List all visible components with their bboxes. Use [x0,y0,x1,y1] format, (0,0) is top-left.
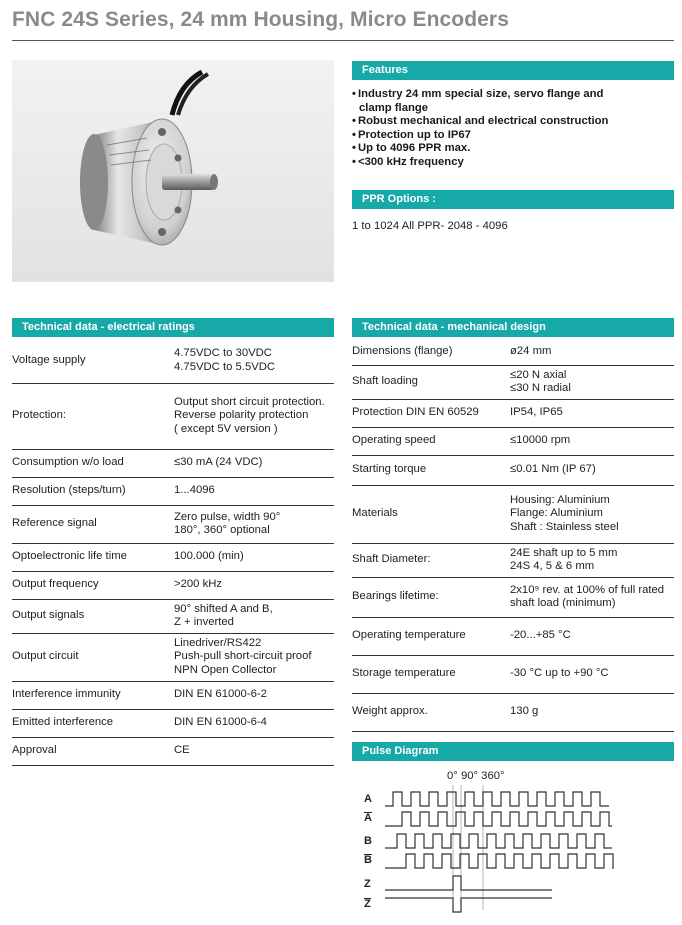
waveform-b [385,834,612,848]
spec-row [352,485,674,543]
spec-value: CE [174,737,334,765]
spec-label: Optoelectronic life time [12,543,174,571]
spec-row [352,617,674,655]
spec-value: -30 °C up to +90 °C [510,655,674,693]
encoder-illustration [12,60,334,282]
spec-value: 4.75VDC to 30VDC 4.75VDC to 5.5VDC [174,339,334,383]
spec-label: Approval [12,737,174,765]
spec-label: Starting torque [352,455,510,485]
spec-value: -20...+85 °C [510,617,674,655]
signal-label-a-inverted: A [364,812,372,824]
spec-row [352,399,674,427]
spec-value: IP54, IP65 [510,399,674,427]
ppr-heading: PPR Options : [352,190,674,209]
title-rule [12,40,674,41]
spec-label: Operating temperature [352,617,510,655]
spec-value: ≤0.01 Nm (IP 67) [510,455,674,485]
signal-label-z: Z [364,878,371,890]
spec-label: Shaft loading [352,365,510,399]
spec-value: ≤20 N axial ≤30 N radial [510,365,674,399]
spec-label: Voltage supply [12,339,174,383]
features-heading: Features [352,61,674,80]
spec-value: DIN EN 61000-6-4 [174,709,334,737]
mechanical-design-table [352,339,674,732]
signal-label-a: A [364,793,372,805]
spec-row [352,427,674,455]
spec-value: Linedriver/RS422 Push-pull short-circuit proof NPN Open Collector [174,633,334,681]
electrical-heading: Technical data - electrical ratings [12,318,334,337]
spec-value: 1...4096 [174,477,334,505]
spec-row [12,339,334,383]
product-photo [12,60,334,282]
spec-value: DIN EN 61000-6-2 [174,681,334,709]
spec-value: ≤30 mA (24 VDC) [174,449,334,477]
spec-row [12,633,334,681]
spec-label: Operating speed [352,427,510,455]
electrical-ratings-table [12,339,334,766]
spec-row [12,477,334,505]
feature-item: • <300 kHz frequency [352,156,622,170]
spec-label: Emitted interference [12,709,174,737]
waveform-z [385,876,552,890]
spec-value: 100.000 (min) [174,543,334,571]
spec-row [352,455,674,485]
ppr-options-text: 1 to 1024 All PPR- 2048 - 4096 [352,220,508,232]
waveform-a-inverted [385,812,612,826]
spec-row [352,577,674,617]
pulse-diagram-heading: Pulse Diagram [352,742,674,761]
spec-row [12,599,334,633]
spec-row [12,681,334,709]
spec-label: Resolution (steps/turn) [12,477,174,505]
spec-label: Materials [352,485,510,543]
mechanical-heading: Technical data - mechanical design [352,318,674,337]
spec-label: Storage temperature [352,655,510,693]
spec-row [352,693,674,731]
signal-label-b: B [364,835,372,847]
page-title: FNC 24S Series, 24 mm Housing, Micro Encoders [12,8,509,31]
spec-row [12,383,334,449]
signal-label-b-inverted: B [364,854,372,866]
spec-row [352,339,674,365]
spec-label: Interference immunity [12,681,174,709]
spec-row [12,737,334,765]
spec-label: Output signals [12,599,174,633]
spec-label: Output circuit [12,633,174,681]
spec-label: Output frequency [12,571,174,599]
spec-value: >200 kHz [174,571,334,599]
spec-value: Housing: Aluminium Flange: Aluminium Shaft : Stainless steel [510,485,674,543]
spec-label: Reference signal [12,505,174,543]
feature-item: • Industry 24 mm special size, servo flange and clamp flange [352,88,622,115]
spec-label: Shaft Diameter: [352,543,510,577]
spec-row [352,655,674,693]
pulse-degree-labels: 0° 90° 360° [447,770,505,782]
spec-label: Weight approx. [352,693,510,731]
spec-row [352,365,674,399]
spec-row [12,709,334,737]
spec-label: Consumption w/o load [12,449,174,477]
spec-row [12,505,334,543]
feature-item: • Robust mechanical and electrical construction [352,115,622,129]
spec-value: 130 g [510,693,674,731]
spec-label: Bearings lifetime: [352,577,510,617]
spec-row [12,571,334,599]
feature-item: • Up to 4096 PPR max. [352,142,622,156]
waveform-a [385,792,609,806]
spec-label: Protection: [12,383,174,449]
spec-value: Zero pulse, width 90° 180°, 360° optional [174,505,334,543]
spec-value: ≤10000 rpm [510,427,674,455]
waveform-b-inverted [385,854,613,868]
spec-value: Output short circuit protection. Reverse polarity protection ( except 5V version ) [174,383,334,449]
spec-value: 2x10⁹ rev. at 100% of full rated shaft load (minimum) [510,577,674,617]
features-list [352,88,622,169]
spec-row [12,449,334,477]
spec-value: 90° shifted A and B, Z + inverted [174,599,334,633]
feature-item: • Protection up to IP67 [352,129,622,143]
waveform-z-inverted [385,898,552,912]
spec-value: ø24 mm [510,339,674,365]
spec-label: Dimensions (flange) [352,339,510,365]
spec-row [352,543,674,577]
spec-row [12,543,334,571]
spec-label: Protection DIN EN 60529 [352,399,510,427]
pulse-waveforms [380,780,630,915]
spec-value: 24E shaft up to 5 mm 24S 4, 5 & 6 mm [510,543,674,577]
signal-label-z-inverted: Z [364,898,371,910]
